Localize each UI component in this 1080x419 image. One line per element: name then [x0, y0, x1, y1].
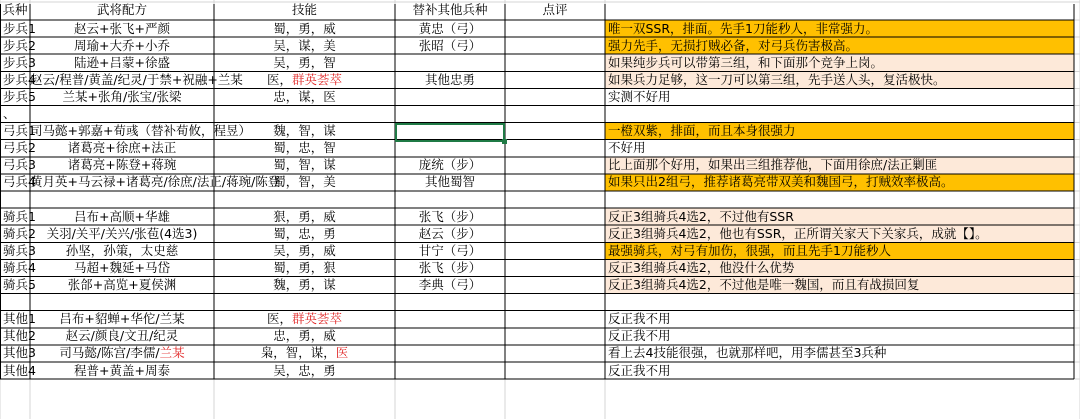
cell-comment[interactable]: 反正3组骑兵4选2，他也有SSR，正所谓关家天下关家兵，成就【】。: [608, 225, 988, 241]
formula-text: 陆逊+吕蒙+徐盛: [74, 54, 170, 70]
cell-formula[interactable]: [30, 157, 214, 174]
formula-text: 关羽/关平/关兴/张苞(4选3): [46, 225, 198, 241]
formula-text: 诸葛亮+陈登+蒋琬: [67, 157, 177, 173]
cell-type[interactable]: 步兵3: [3, 54, 36, 70]
cell-type[interactable]: 步兵2: [3, 37, 36, 53]
cell-skills[interactable]: [214, 363, 395, 380]
cell-formula[interactable]: [30, 363, 214, 380]
formula-text: 司马懿+郭嘉+荀彧（替补荀攸，程昱）: [30, 123, 251, 139]
cell-substitute[interactable]: 甘宁（弓）: [418, 242, 482, 258]
cell-type[interactable]: 弓兵1: [3, 123, 36, 139]
cell-substitute[interactable]: [395, 55, 505, 72]
skill-text: 蜀，忠，智: [273, 140, 336, 156]
cell-type[interactable]: 步兵4: [3, 71, 36, 87]
cell-formula[interactable]: [30, 345, 214, 362]
cell-skills[interactable]: [214, 55, 395, 72]
skill-text: 忠，谋，医: [273, 88, 336, 104]
cell-skills[interactable]: [214, 226, 395, 243]
skill-text: 枭，智，谋，: [260, 345, 336, 361]
cell-type[interactable]: 其他2: [3, 328, 36, 344]
cell-type[interactable]: 步兵1: [3, 20, 36, 36]
skill-text: 医，: [266, 71, 292, 87]
cell-comment[interactable]: 比上面那个好用，如果出三组推荐他，下面用徐庶/法正剿匪: [608, 157, 938, 173]
cell-comment[interactable]: 反正3组骑兵4选2，不过他有SSR: [608, 208, 794, 224]
header-comment[interactable]: 点评: [542, 2, 568, 17]
cell-skills[interactable]: [214, 106, 395, 123]
cell-substitute[interactable]: 庞统（步）: [418, 157, 482, 173]
cell-comment[interactable]: 强力先手，无损打贼必备，对弓兵伤害极高。: [608, 37, 859, 53]
skill-text: 蜀，勇，狠: [273, 259, 336, 275]
cell-formula[interactable]: [30, 55, 214, 72]
fill-handle[interactable]: [502, 139, 507, 144]
cell-substitute[interactable]: [395, 328, 505, 345]
skill-text: 群英荟萃: [292, 71, 343, 87]
cell-substitute[interactable]: [395, 106, 505, 123]
cell-formula[interactable]: [30, 277, 214, 294]
skill-text: 蜀，智，谋: [273, 157, 336, 173]
cell-type[interactable]: 弓兵4: [3, 174, 36, 190]
skill-text: 吴，勇，智: [273, 54, 336, 70]
cell-comment[interactable]: 如果只出2组弓，推荐诸葛亮带双美和魏国弓，打贼效率极高。: [608, 174, 954, 190]
cell-skills[interactable]: [214, 260, 395, 277]
cell-type[interactable]: 骑兵4: [3, 259, 36, 275]
cell-type[interactable]: 其他4: [3, 362, 36, 378]
cell-formula[interactable]: [30, 71, 243, 89]
formula-text: 张郃+高览+夏侯渊: [67, 277, 177, 292]
cell-comment[interactable]: 唯一双SSR，排面。先手1刀能秒人，非常强力。: [608, 20, 879, 36]
cell-comment[interactable]: 反正3组骑兵4选2，不过他是唯一魏国，而且有战损回复: [608, 277, 920, 292]
cell-comment[interactable]: 如果兵力足够，这一刀可以第三组，先手送人头，复活极快。: [608, 71, 946, 87]
skill-text: 蜀，勇，威: [273, 20, 336, 36]
cell-comment[interactable]: 如果纯步兵可以带第三组，和下面那个竞争上岗。: [608, 54, 884, 70]
cell-skills[interactable]: [214, 277, 395, 294]
formula-text: 孙坚，孙策，太史慈: [65, 242, 179, 258]
cell-type[interactable]: 弓兵2: [3, 140, 36, 156]
cell-comment[interactable]: 反正我不用: [608, 328, 671, 344]
cell-skills[interactable]: [214, 123, 395, 140]
formula-text: 吕布+貂蝉+华佗/兰某: [59, 311, 185, 327]
skill-text: 医，: [266, 311, 292, 327]
cell-skills[interactable]: [214, 345, 395, 362]
skill-text: 魏，智，谋: [273, 123, 336, 139]
cell-comment[interactable]: 反正我不用: [608, 362, 671, 378]
formula-text: 黄月英+马云禄+诸葛亮/徐庶/法正/蒋琬/陈登: [30, 174, 281, 190]
formula-text: 司马懿/陈宫/李儒/: [59, 345, 160, 361]
cell-skills[interactable]: [214, 243, 395, 260]
cell-substitute[interactable]: 张飞（步）: [418, 208, 482, 224]
cell-skills[interactable]: [214, 209, 395, 226]
cell-formula[interactable]: [30, 21, 214, 38]
formula-text: 程普+黄盖+周泰: [74, 362, 170, 378]
cell-substitute[interactable]: 张昭（弓）: [418, 37, 482, 53]
cell-comment[interactable]: 反正3组骑兵4选2，他没什么优势: [608, 259, 795, 275]
cell-skills[interactable]: [214, 72, 395, 89]
cell-type[interactable]: 其他3: [3, 345, 36, 361]
formula-text: 诸葛亮+徐庶+法正: [67, 140, 177, 156]
skill-text: 魏，勇，谋: [273, 277, 336, 292]
cell-skills[interactable]: [214, 89, 395, 106]
formula-text: 吕布+高顺+华雄: [74, 208, 170, 224]
cell-formula[interactable]: [30, 243, 214, 260]
cell-comment[interactable]: 一橙双紫，排面，而且本身很强力: [608, 123, 796, 139]
cell-formula[interactable]: [30, 89, 214, 106]
cell-skills[interactable]: [214, 174, 395, 191]
skill-text: 群英荟萃: [292, 311, 343, 327]
skill-text: 狠，勇，威: [273, 208, 336, 224]
cell-substitute[interactable]: 赵云（步）: [418, 225, 482, 241]
cell-substitute[interactable]: 其他忠勇: [424, 71, 475, 87]
cell-formula[interactable]: [30, 38, 214, 55]
cell-formula[interactable]: [30, 311, 214, 328]
header-formula[interactable]: 武将配方: [96, 2, 147, 17]
cell-substitute[interactable]: 李典（弓）: [418, 277, 482, 292]
cell-substitute[interactable]: [395, 192, 505, 209]
cell-formula[interactable]: [30, 328, 214, 345]
formula-text: 兰某+张角/张宝/张梁: [62, 88, 182, 104]
formula-text: 赵云/颜良/文丑/纪灵: [65, 328, 179, 344]
cell-comment[interactable]: [605, 294, 1074, 311]
cell-substitute[interactable]: [395, 363, 505, 380]
cell-type[interactable]: [0, 294, 30, 311]
cell-skills[interactable]: [214, 157, 395, 174]
cell-substitute[interactable]: 其他蜀智: [424, 174, 475, 190]
cell-substitute[interactable]: 张飞（步）: [418, 259, 482, 275]
cell-skills[interactable]: [214, 140, 395, 157]
cell-skills[interactable]: [214, 38, 395, 55]
cell-formula[interactable]: [30, 226, 214, 243]
header-type[interactable]: 兵种: [2, 2, 28, 17]
cell-substitute[interactable]: [395, 311, 505, 328]
cell-formula[interactable]: [30, 294, 214, 311]
cell-substitute[interactable]: [395, 294, 505, 311]
cell-comment[interactable]: 实测不好用: [608, 88, 671, 104]
header-substitute[interactable]: 替补其他兵种: [412, 2, 488, 17]
cell-comment[interactable]: [605, 192, 1074, 209]
formula-text: 赵云/程普/黄盖/纪灵/于禁+祝融+兰某: [30, 71, 243, 87]
cell-type[interactable]: 骑兵3: [3, 242, 36, 258]
cell-formula[interactable]: [30, 123, 251, 140]
cell-comment[interactable]: 最强骑兵，对弓有加伤，很强，而且先手1刀能秒人: [608, 242, 891, 258]
skill-text: 医: [335, 345, 349, 361]
cell-type[interactable]: 骑兵5: [3, 277, 36, 292]
cell-type[interactable]: [0, 192, 30, 209]
cell-type[interactable]: 骑兵2: [3, 225, 36, 241]
skill-text: 吴，谋，美: [273, 37, 336, 53]
cell-type[interactable]: 其他1: [3, 311, 36, 327]
cell-skills[interactable]: [214, 328, 395, 345]
cell-comment[interactable]: 反正我不用: [608, 311, 671, 327]
cell-substitute[interactable]: [395, 345, 505, 362]
cell-formula[interactable]: [30, 260, 214, 277]
cell-type[interactable]: 骑兵1: [3, 208, 36, 224]
cell-comment[interactable]: 看上去4技能很强，也就那样吧，用李儒甚至3兵种: [608, 345, 887, 361]
cell-formula[interactable]: [30, 174, 281, 191]
cell-substitute[interactable]: [395, 89, 505, 106]
cell-skills[interactable]: [214, 21, 395, 38]
skill-text: 忠，勇，威: [273, 328, 336, 344]
cell-formula[interactable]: [30, 209, 214, 226]
cell-substitute[interactable]: [395, 140, 505, 157]
cell-type[interactable]: 、: [3, 106, 16, 121]
skill-text: 蜀，智，美: [273, 174, 336, 190]
skill-text: 吴，忠，勇: [273, 362, 336, 378]
cell-formula[interactable]: [30, 192, 214, 209]
formula-text: 赵云+张飞+严颜: [74, 20, 170, 36]
cell-skills[interactable]: [214, 192, 395, 209]
cell-skills[interactable]: [214, 311, 395, 328]
formula-text: 马超+魏延+马岱: [74, 259, 170, 275]
cell-substitute[interactable]: 黄忠（弓）: [418, 20, 482, 36]
cell-comment[interactable]: [605, 106, 1074, 123]
cell-formula[interactable]: [30, 140, 214, 157]
cell-formula[interactable]: [30, 106, 214, 123]
formula-red-text: 兰某: [159, 345, 185, 361]
formula-text: 周瑜+大乔+小乔: [74, 37, 170, 53]
cell-type[interactable]: 步兵5: [3, 88, 36, 104]
cell-type[interactable]: 弓兵3: [3, 157, 36, 173]
active-cell-selection[interactable]: [395, 123, 505, 142]
skill-text: 蜀，忠，勇: [273, 225, 336, 241]
cell-skills[interactable]: [214, 294, 395, 311]
skill-text: 吴，勇，威: [273, 242, 336, 258]
header-skills[interactable]: 技能: [291, 2, 317, 17]
cell-comment[interactable]: 不好用: [608, 140, 646, 156]
